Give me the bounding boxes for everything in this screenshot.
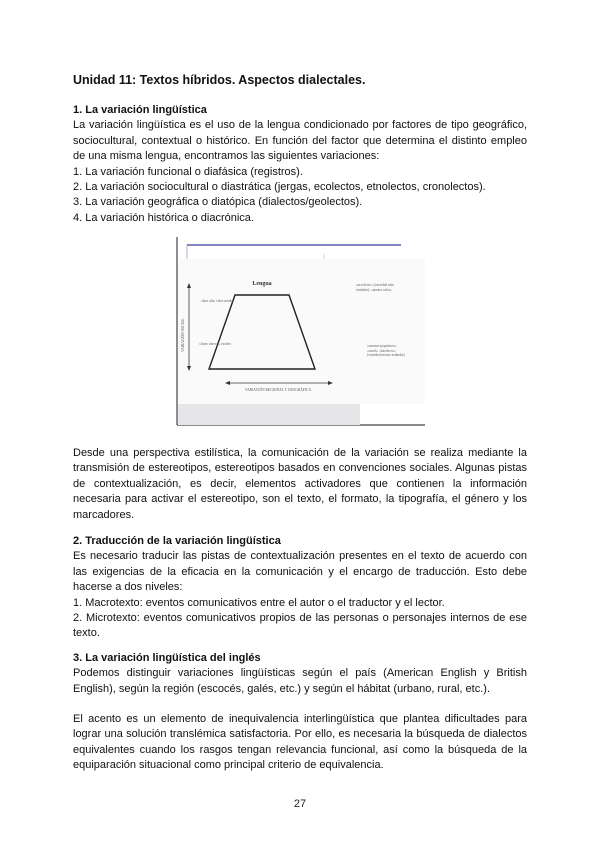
page-number: 27 (293, 798, 307, 810)
section-heading: 2. Traducción de la variación lingüística (73, 535, 281, 547)
x-axis-label: VARIACIÓN REGIONAL Y GEOGRÁFICA (244, 388, 312, 392)
paragraph: Es necesario traducir las pistas de contextualización presentes en el texto de acuerdo con las exigencias de la eficacia en la comunicación y el encargo de traducción. Esto debe hacerse a dos niveles: (73, 550, 527, 594)
left-bottom-label: clases obreras, rurales (199, 342, 231, 346)
paragraph-accent: El acento es un elemento de inequivalencia interlingüística que plantea dificultades para lograr una solución translémica satisfactoria. Por ello, es necesaria la búsqueda de dialectos equivalentes cuando los rasgos tengan relevancia funcional, así como la búsqueda de la equiparación situacional como principal criterio de equivalencia. (73, 713, 527, 772)
right-top-label: «acrolecto» (variedad más estándar), «norma culta» (356, 283, 394, 292)
section-3 (73, 651, 527, 697)
language-variation-diagram (175, 237, 425, 429)
section-2 (73, 534, 527, 642)
list-item: 2. Microtexto: eventos comunicativos propios de las personas o personajes internos de ese texto. (73, 612, 527, 640)
paragraph: La variación lingüística es el uso de la lengua condicionado por factores de tipo geográfico, sociocultural, contextual o histórico. En función del factor que determina el distinto empleo de una misma lengua, encontramos las siguientes variaciones: (73, 119, 527, 163)
section-heading: 3. La variación lingüística del inglés (73, 652, 261, 664)
page-title: Unidad 11: Textos híbridos. Aspectos dialectales. (73, 73, 366, 87)
list-item: 1. La variación funcional o diafásica (registros). (73, 165, 303, 178)
section-heading: 1. La variación lingüística (73, 104, 207, 116)
list-item: 2. La variación sociocultural o diastrática (jergas, ecolectos, etnolectos, cronolectos). (73, 181, 486, 194)
section-1 (73, 103, 527, 226)
list-item: 4. La variación histórica o diacrónica. (73, 211, 254, 224)
list-item: 1. Macrotexto: eventos comunicativos entre el autor o el traductor y el lector. (73, 596, 445, 609)
paragraph: Podemos distinguir variaciones lingüísticas según el país (American English y British English), según la región (escocés, galés, etc.) y según el hábitat (urbano, rural, etc.). (73, 667, 527, 695)
right-bottom-label: «normas populares», «rural», «basilecto» (variedad menos estándar) (367, 344, 405, 358)
y-axis-label: VARIACIÓN SOCIAL (181, 318, 185, 352)
figure-title: Lengua (252, 281, 272, 287)
paragraph-stylistic: Desde una perspectiva estilística, la comunicación de la variación se realiza mediante la transmisión de estereotipos, estereotipos basados en convenciones sociales. Algunas pistas de contextualización, es decir, elementos activadores que contienen la información necesaria para activar el estereotipo, son el texto, el formato, la tipografía, el género y los marcadores. (73, 447, 527, 521)
list-item: 3. La variación geográfica o diatópica (dialectos/geolectos). (73, 196, 363, 209)
left-top-label: clase alta, clase media (201, 299, 233, 303)
